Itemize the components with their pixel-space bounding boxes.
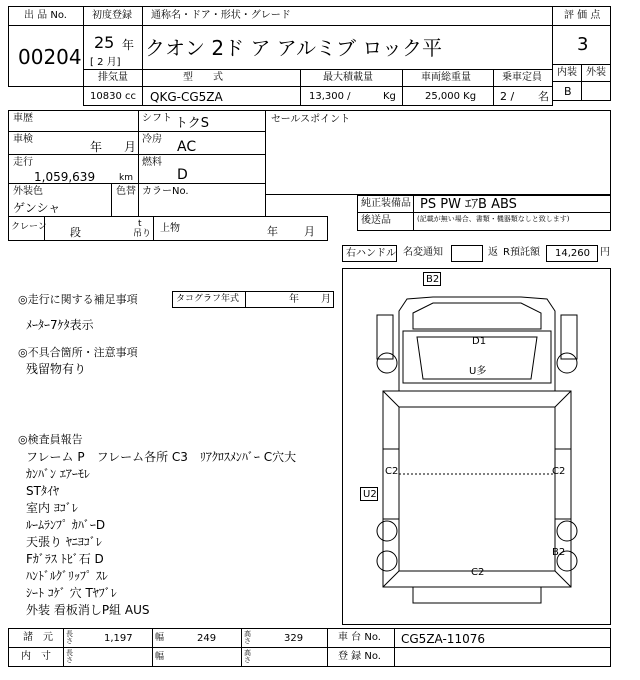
equipment-label: 純正装備品 (361, 198, 411, 209)
inspector-note: ｼｰﾄ ｺｹﾞ 穴 Tﾔﾌﾞﾚ (26, 586, 117, 600)
shift-value: トクS (175, 116, 209, 131)
max-load-label-cell (300, 69, 403, 87)
damage-mark-box (423, 272, 441, 286)
capacity-value: 2 / (500, 90, 515, 103)
ac-cell (138, 131, 266, 155)
aftermarket-label: 後送品 (361, 215, 391, 226)
damage-mark: C2 (385, 466, 399, 477)
fuel-value: D (177, 167, 188, 183)
upper-year: 年 (267, 225, 278, 238)
dims-label: 諸 元 (23, 632, 53, 643)
model-label-cell (142, 6, 553, 26)
rating-label: 評 価 点 (564, 10, 601, 21)
exhibit-no-label-cell (8, 6, 84, 26)
tachograph-label: タコグラフ年式 (176, 294, 240, 304)
displacement-label-cell (83, 69, 143, 87)
inspector-notes (26, 448, 296, 618)
rating-label-cell (552, 6, 611, 26)
rating-cell (552, 25, 611, 65)
damage-mark: C2 (471, 567, 485, 578)
length-label: 長さ (66, 630, 73, 645)
damage-mark: U2 (363, 489, 377, 500)
color-no-cell (111, 183, 139, 217)
inspector-note: ﾙｰﾑﾗﾝﾌﾟ ｶﾊﾞｰD (26, 518, 106, 532)
gross-weight-label-cell (402, 69, 494, 87)
model-label: 通称名・ドア・形状・グレード (151, 10, 291, 21)
inspection-label: 車検 (13, 134, 33, 145)
crane-label: クレーン (11, 222, 47, 232)
inner-height-label: 高さ (244, 649, 251, 664)
recycle-amount-cell (546, 245, 598, 262)
aftermarket-note: (記載が無い場合、書類・機器類なしと致します) (417, 215, 570, 223)
upper-cell (153, 216, 328, 241)
equipment-cell (413, 195, 611, 213)
chassis-label: 車 台 No. (338, 632, 381, 643)
equipment-value: PS PW ｴｱB ABS (420, 197, 517, 212)
mileage-label: 走行 (13, 157, 33, 168)
capacity-label-cell (493, 69, 553, 87)
mileage-value: 1,059,639 (34, 170, 96, 184)
driving-note: ﾒｰﾀｰ7ｹﾀ表示 (26, 318, 94, 332)
color-code-cell (138, 183, 266, 217)
exhibit-no: 00204 (18, 45, 82, 69)
mileage-cell (8, 154, 139, 184)
inner-label-cell (8, 647, 64, 667)
inner-length-label: 長さ (66, 649, 73, 664)
first-reg-label: 初度登録 (92, 10, 132, 21)
crane-label-cell (8, 216, 45, 241)
first-reg-year-unit: 年 (122, 38, 135, 52)
color-no-label: 色替 (116, 186, 136, 197)
model-name-cell (142, 25, 553, 70)
inspector-note: Fｶﾞﾗｽ ﾄﾋﾞ石 D (26, 552, 104, 566)
tacho-year: 年 (289, 294, 299, 305)
damage-mark: D1 (472, 336, 487, 347)
inspector-note: 外装 看板消しP組 AUS (26, 603, 150, 617)
shift-cell (138, 110, 266, 132)
right-handle-cell (342, 245, 397, 262)
equipment-label-cell (357, 195, 414, 213)
gross-weight-label: 車両総重量 (421, 72, 471, 83)
inspection-cell (8, 131, 139, 155)
crane-value-cell (44, 216, 154, 241)
displacement-label: 排気量 (98, 72, 128, 83)
exterior-label-cell (581, 64, 611, 82)
mileage-unit: km (119, 173, 133, 183)
inspector-note: STﾀｲﾔ (26, 484, 59, 498)
length-value: 1,197 (104, 633, 133, 644)
tacho-month: 月 (321, 294, 331, 305)
color-cell (8, 183, 112, 217)
exhibit-no-label: 出 品 No. (24, 10, 67, 21)
max-load-value: 13,300 / (309, 91, 351, 102)
interior-label-cell (552, 64, 582, 82)
sales-point-label: セールスポイント (271, 114, 351, 125)
exterior-label: 外装 (586, 67, 606, 78)
crane-stage: 段 (70, 226, 81, 239)
tax-label: 返 (488, 247, 498, 258)
capacity-cell (493, 86, 553, 106)
inspector-note: 天張り ﾔﾆﾖｺﾞﾚ (26, 535, 102, 549)
interior-grade: B (564, 85, 572, 98)
recycle-amount: 14,260 (555, 248, 590, 259)
color-value: ゲンシャ (13, 201, 61, 215)
yen-label: 円 (600, 247, 610, 258)
inner-label: 内 寸 (21, 651, 51, 662)
length-cell (63, 628, 153, 648)
inspector-note: フレーム P フレーム各所 C3 ﾘｱｸﾛｽﾒﾝﾊﾞｰ C穴大 (26, 450, 297, 464)
fuel-label: 燃料 (142, 157, 162, 168)
displacement-cell (83, 86, 143, 106)
right-handle: 右ハンドル (346, 248, 396, 259)
type-label: 型 式 (183, 72, 223, 83)
recycle-label: R預託額 (503, 247, 540, 258)
damage-mark-box (360, 487, 378, 501)
height-cell (241, 628, 328, 648)
inspection-year: 年 (90, 140, 103, 154)
first-reg-year: 25 (94, 33, 115, 52)
max-load-label: 最大積載量 (323, 72, 373, 83)
model-name: クオン 2ド ア アルミブ ロック平 (145, 36, 442, 60)
inner-length-cell (63, 647, 153, 667)
inner-width-label: 幅 (155, 652, 165, 662)
width-label: 幅 (155, 633, 165, 643)
upper-month: 月 (304, 225, 315, 238)
width-cell (152, 628, 242, 648)
exterior-grade-cell (581, 81, 611, 101)
gross-weight-cell (402, 86, 494, 106)
interior-grade-cell (552, 81, 582, 101)
inner-width-cell (152, 647, 242, 667)
driving-notes-title: ◎走行に関する補足事項 (18, 293, 138, 306)
sales-point-cell (265, 110, 611, 195)
chassis-label-cell (327, 628, 395, 648)
height-value: 329 (284, 633, 304, 644)
width-value: 249 (197, 633, 217, 644)
crane-ton: t (138, 219, 142, 229)
inspector-note: 室内 ﾖｺﾞﾚ (26, 501, 78, 515)
name-change-box (451, 245, 483, 262)
type-cell (142, 86, 301, 106)
damage-mark: B2 (552, 547, 566, 558)
inner-height-cell (241, 647, 328, 667)
type-value: QKG-CG5ZA (150, 90, 223, 104)
first-reg-month: [ 2 月] (90, 57, 121, 68)
damage-mark: B2 (426, 274, 440, 285)
shift-label: シフト (142, 113, 172, 124)
max-load-unit: Kg (383, 91, 396, 102)
gross-weight-value: 25,000 Kg (425, 91, 477, 102)
first-reg-cell (83, 25, 143, 70)
color-code-label: カラーNo. (142, 186, 189, 197)
damage-mark: C2 (552, 466, 566, 477)
tachograph-cell (172, 291, 334, 308)
name-change-label: 名変通知 (403, 247, 443, 258)
aftermarket-cell (413, 212, 611, 231)
reg-label-cell (327, 647, 395, 667)
crane-hang: 吊り (133, 229, 152, 239)
defect-note: 残留物有り (26, 362, 87, 376)
ac-label: 冷房 (142, 134, 162, 145)
exhibit-no-cell (8, 25, 84, 87)
height-label: 高さ (244, 630, 251, 645)
dims-label-cell (8, 628, 64, 648)
upper-label: 上物 (160, 223, 180, 234)
inspector-note: ﾊﾝﾄﾞﾙｸﾞﾘｯﾌﾟ ｽﾚ (26, 569, 108, 583)
chassis-value: CG5ZA-11076 (401, 632, 485, 646)
reg-label: 登 録 No. (338, 651, 381, 662)
tachograph-divider (245, 291, 246, 308)
rating-value: 3 (577, 34, 589, 55)
aftermarket-label-cell (357, 212, 414, 231)
history-cell (8, 110, 139, 132)
interior-label: 内装 (557, 67, 577, 78)
first-reg-label-cell (83, 6, 143, 26)
inspector-note: ｶﾝﾊﾞﾝ ｴｱｰﾓﾚ (26, 467, 90, 481)
inspector-report-title: ◎検査員報告 (18, 433, 83, 446)
inspection-month: 月 (124, 140, 137, 154)
chassis-cell (394, 628, 611, 648)
ac-value: AC (177, 139, 197, 155)
capacity-unit: 名 (538, 90, 549, 103)
displacement-value: 10830 cc (90, 91, 136, 102)
type-label-cell (142, 69, 301, 87)
fuel-cell (138, 154, 266, 184)
max-load-cell (300, 86, 403, 106)
defect-notes-title: ◎不具合箇所・注意事項 (18, 346, 138, 359)
damage-diagram (342, 268, 611, 625)
damage-mark: U多 (469, 366, 487, 377)
reg-cell (394, 647, 611, 667)
color-label: 外装色 (13, 186, 43, 197)
capacity-label: 乗車定員 (502, 72, 542, 83)
history-label: 車歴 (13, 113, 33, 124)
